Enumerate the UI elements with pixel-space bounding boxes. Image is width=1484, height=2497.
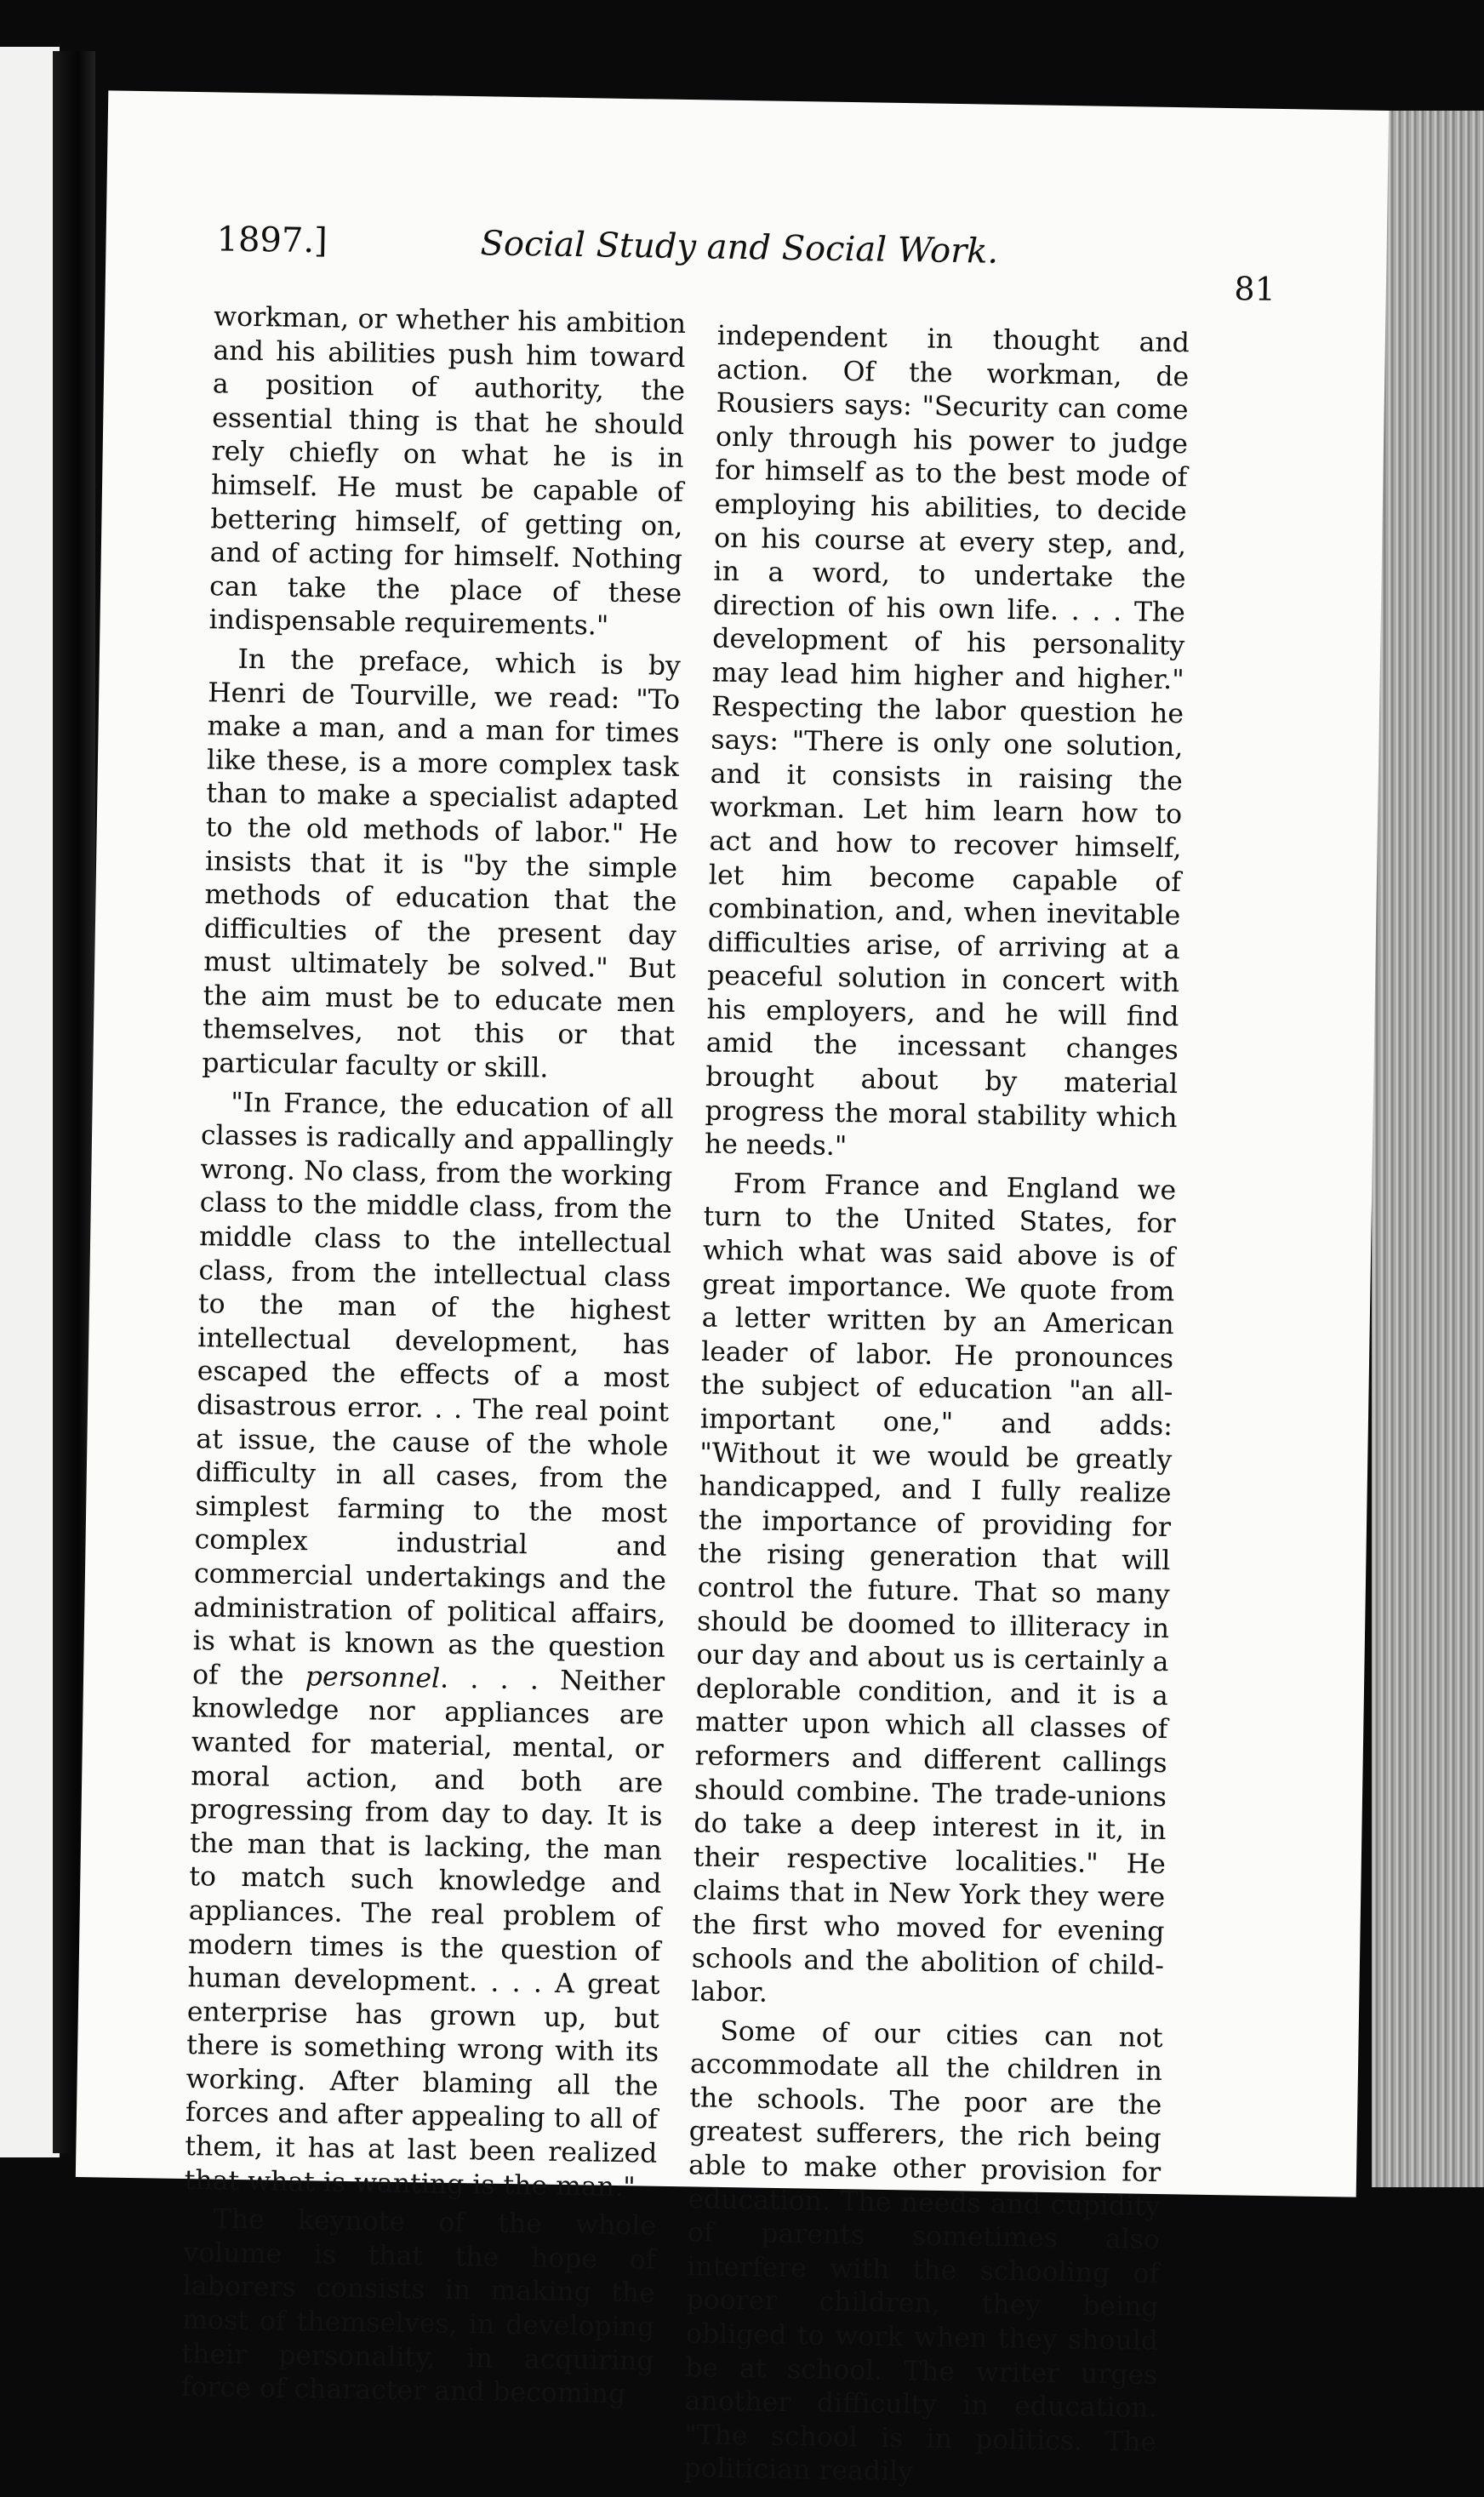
page-stack-edge [1372,111,1484,2187]
paragraph [184,1086,673,2205]
text-run: "In France, the education of all classes is radically and appallingly wrong. No class, from the working class to the middle class, from the middle class to the intellectual class, from the intellectual class to the man of the highest intellectual development, has escaped the effects of a most disastrous error. . . The real point at issue, the cause of the whole difficulty in all cases, from the simplest farming to the most complex industrial and commercial undertakings and the administration of political affairs, is what is known as the question of the [191,1087,674,1692]
paragraph: Some of our cities can not accommodate all the children in the schools. The poor are the greatest sufferers, the rich being able to make other provision for education. The needs and cupidity of parents sometimes also interfere with the schooling of poorer children, they being obliged to work when they should be at school. The writer urges another difficulty in education. "The school is in politics. The politician readily [683,2015,1163,2488]
header-year: 1897.] [216,220,328,261]
left-column [181,300,687,2412]
book-page [76,90,1389,2488]
running-title: Social Study and Social Work. [480,224,999,271]
paragraph: independent in thought and action. Of the workman, de Rousiers says: "Security can come only through his power to judge for himself as to the best mode of employing his abilities, to decide on his course at every step, and, in a word, to undertake the direction of his own life. . . . The development of his personality may lead him higher and higher." Respecting the labor question he says: "There is only one solution, and it consists in raising the workman. Let him learn how to act and how to recover himself, let him become capable of combination, and, when inevitable difficulties arise, of arriving at a peaceful solution in concert with his employers, and he will find amid the incessant changes brought about by material progress the moral stability which he needs." [704,320,1190,1163]
paragraph: From France and England we turn to the United States, for which what was said above is of great importance. We quote from a letter written by an American leader of labor. He pronounces the subject of education "an all-important one," and adds: "Without it we would be greatly handicapped, and I fully realize the importance of providing for the rising generation that will control the future. That so many should be doomed to illiteracy in our day and about us is certainly a deplorable condition, and it is a matter upon which all classes of reformers and different callings should combine. The trade-unions do take a deep interest in it, in their respective localities." He claims that in New York they were the first who moved for evening schools and the abolition of child-labor. [691,1168,1177,2008]
text-run: . . . . Neither knowledge nor appliances are wanted for material, mental, or moral action, and both are progressing from day to day. It is the man that is lacking, the man to match such knowledge and appliances. The real problem of modern times is the question of human development. . . . A great enterprise has grown up, but there is something wrong with its working. After blaming all the forces and after appealing to all of them, it has at last been realized that what is wanting is the man." [184,1663,665,2203]
paragraph: In the preface, which is by Henri de Tourville, we read: "To make a man, and a man for times like these, is a more complex task than to make a specialist adapted to the old methods of labor." He insists that it is "by the simple methods of education that the difficulties of the present day must ultimately be solved." But the aim must be to educate men themselves, not this or that particular faculty or skill. [202,643,682,1084]
paragraph: The keynote of the whole volume is that the hope of laborers consists in making the most of themselves, in developing their personality, in acquiring force of character and becoming [180,2203,657,2410]
page-number: 81 [1234,270,1276,308]
paragraph: workman, or whether his ambition and his abilities push him toward a position of authority, the essential thing is that he should rely chiefly on what he is in himself. He must be capable of bettering himself, of getting on, and of acting for himself. Nothing can take the place of these indispensable requirements." [208,301,687,642]
emphasis-text: personnel [305,1660,441,1694]
right-column [683,320,1190,2494]
facing-page-edge [0,47,60,2157]
running-header [216,220,1276,308]
